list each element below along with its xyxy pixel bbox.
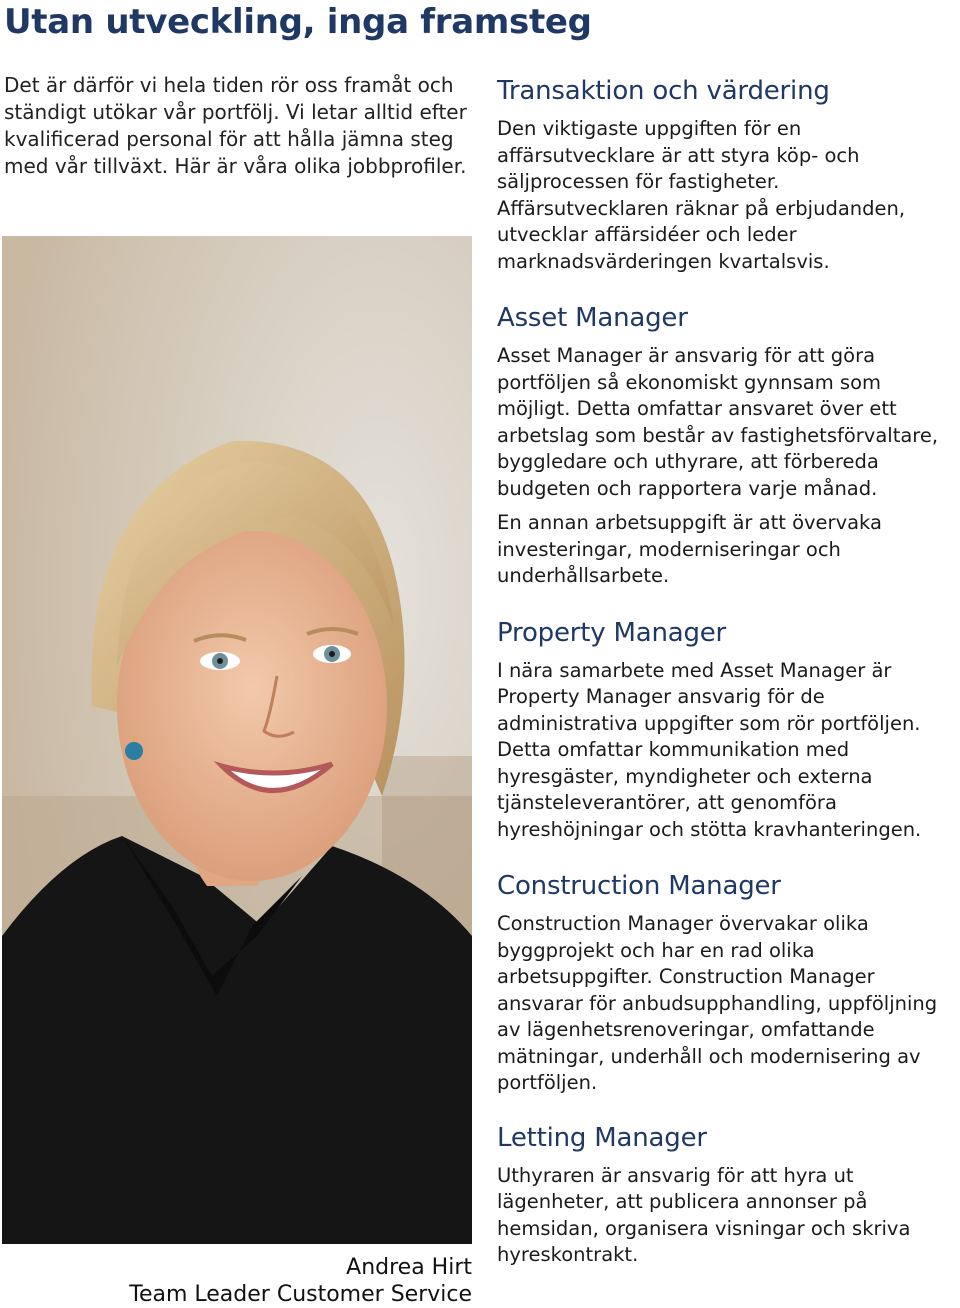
section-title: Construction Manager (497, 871, 781, 901)
section-paragraph: En annan arbetsuppgift är att övervaka investeringar, moderniseringar och underhållsarbete. (497, 511, 882, 587)
section-title: Letting Manager (497, 1122, 707, 1153)
section-paragraph: Den viktigaste uppgiften för en affärsutvecklare är att styra köp- och säljprocessen för fastigheter. Affärsutvecklaren räknar på erbjudanden, utvecklar affärsidéer och leder marknadsvärderingen kvartalsvis. (497, 117, 906, 273)
section-transaction (497, 74, 957, 275)
section-construction-manager (497, 869, 957, 1097)
page-title: Utan utveckling, inga framsteg (4, 2, 592, 42)
section-title: Asset Manager (497, 303, 688, 333)
section-asset-manager (497, 301, 957, 590)
section-letting-manager (497, 1121, 957, 1269)
photo-caption (129, 1254, 472, 1308)
section-paragraph: Construction Manager övervakar olika byggprojekt och har en rad olika arbetsuppgifter. Construction Manager ansvarar för anbudsupphandling, uppföljning av lägenhetsrenoveringar, omfattande mätningar, underhåll och modernisering av portföljen. (497, 912, 938, 1094)
section-paragraph: I nära samarbete med Asset Manager är Property Manager ansvarig för de administrativa uppgifter som rör portföljen. Detta omfattar kommunikation med hyresgäster, myndigheter och externa tjänsteleverantörer, att genomföra hyreshöjningar och stötta kravhanteringen. (497, 658, 922, 841)
intro-text: Det är därför vi hela tiden rör oss framåt och ständigt utökar vår portfölj. Vi letar alltid efter kvalificerad personal för att hålla jämna steg med vår tillväxt. Här är våra olika jobbprofiler. (4, 73, 467, 178)
section-paragraph: Asset Manager är ansvarig för att göra portföljen så ekonomiskt gynnsam som möjligt. Detta omfattar ansvaret över ett arbetslag som består av fastighetsförvaltare, byggledare och uthyrare, att förbereda budgeten och rapportera varje månad. (497, 344, 939, 500)
section-property-manager (497, 616, 957, 844)
section-title: Transaktion och värdering (497, 76, 830, 106)
section-paragraph: Uthyraren är ansvarig för att hyra ut lägenheter, att publicera annonser på hemsidan, organisera visningar och skriva hyreskontrakt. (497, 1163, 911, 1266)
section-title: Property Manager (497, 617, 727, 648)
job-profiles-column (497, 74, 957, 1283)
caption-role: Team Leader Customer Service (129, 1282, 472, 1307)
caption-name: Andrea Hirt (346, 1255, 472, 1280)
portrait-photo (2, 236, 472, 1244)
